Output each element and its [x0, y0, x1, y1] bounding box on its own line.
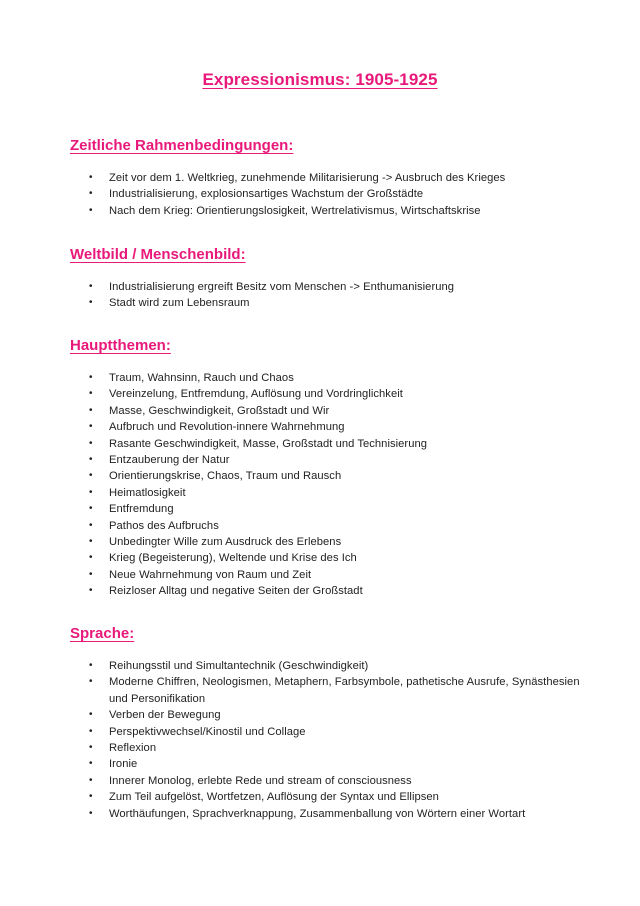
bullet-list — [70, 279, 590, 312]
list-item — [70, 403, 590, 419]
list-item — [70, 806, 590, 822]
bullet-icon: • — [89, 172, 93, 183]
list-item-text: Moderne Chiffren, Neologismen, Metaphern, Farbsymbole, pathetische Ausrufe, Synästhesien und Personifikation — [109, 676, 580, 705]
bullet-icon: • — [89, 791, 93, 803]
list-item — [70, 658, 590, 674]
list-item-text: Heimatlosigkeit — [109, 486, 186, 499]
list-item-text: Reihungsstil und Simultantechnik (Geschwindigkeit) — [109, 660, 369, 672]
page-title: Expressionismus: 1905-1925 — [202, 70, 438, 89]
bullet-icon: • — [89, 519, 93, 531]
list-item — [70, 452, 590, 468]
list-item — [70, 279, 590, 295]
bullet-icon: • — [89, 758, 93, 770]
list-item — [70, 756, 590, 772]
list-item — [70, 724, 590, 740]
list-item — [70, 773, 590, 789]
list-item — [70, 419, 590, 435]
section-weltbild — [70, 246, 590, 312]
list-item — [70, 485, 590, 501]
bullet-list — [70, 370, 590, 600]
bullet-icon: • — [89, 742, 93, 754]
bullet-icon: • — [89, 536, 93, 548]
list-item — [70, 550, 590, 566]
list-item — [70, 501, 590, 517]
bullet-icon: • — [89, 188, 93, 200]
list-item — [70, 567, 590, 583]
list-item-text: Masse, Geschwindigkeit, Großstadt und Wir — [109, 404, 330, 417]
list-item — [70, 534, 590, 550]
section-heading: Weltbild / Menschenbild: — [70, 246, 246, 263]
list-item — [70, 295, 590, 311]
list-item-text: Perspektivwechsel/Kinostil und Collage — [109, 725, 306, 738]
bullet-list — [70, 658, 590, 822]
list-item-text: Zeit vor dem 1. Weltkrieg, zunehmende Militarisierung -> Ausbruch des Krieges — [109, 172, 506, 184]
section-rahmenbedingungen — [70, 137, 590, 219]
bullet-icon: • — [89, 568, 93, 580]
list-item-text: Verben der Bewegung — [109, 709, 221, 722]
list-item-text: Zum Teil aufgelöst, Wortfetzen, Auflösung der Syntax und Ellipsen — [109, 791, 439, 804]
list-item — [70, 583, 590, 599]
section-hauptthemen — [70, 337, 590, 600]
bullet-icon: • — [89, 421, 93, 433]
bullet-icon: • — [89, 725, 93, 737]
list-item-text: Reflexion — [109, 742, 157, 755]
list-item-text: Aufbruch und Revolution-innere Wahrnehmung — [109, 421, 345, 434]
bullet-icon: • — [89, 437, 93, 449]
list-item-text: Ironie — [109, 758, 138, 771]
bullet-icon: • — [89, 454, 93, 466]
list-item — [70, 518, 590, 534]
list-item — [70, 740, 590, 756]
bullet-icon: • — [89, 281, 93, 292]
list-item-text: Innerer Monolog, erlebte Rede und stream of consciousness — [109, 774, 412, 787]
bullet-icon: • — [89, 585, 93, 597]
list-item — [70, 468, 590, 484]
bullet-icon: • — [89, 297, 93, 309]
list-item — [70, 386, 590, 402]
list-item-text: Unbedingter Wille zum Ausdruck des Erlebens — [109, 536, 342, 549]
list-item — [70, 370, 590, 386]
bullet-icon: • — [89, 204, 93, 216]
bullet-icon: • — [89, 676, 93, 688]
list-item-text: Krieg (Begeisterung), Weltende und Krise des Ich — [109, 552, 357, 565]
bullet-icon: • — [89, 807, 93, 819]
bullet-icon: • — [89, 660, 93, 671]
section-heading: Zeitliche Rahmenbedingungen: — [70, 137, 294, 154]
bullet-icon: • — [89, 486, 93, 498]
list-item-text: Entfremdung — [109, 503, 174, 516]
list-item-text: Stadt wird zum Lebensraum — [109, 297, 250, 310]
list-item-text: Pathos des Aufbruchs — [109, 519, 219, 532]
list-item — [70, 674, 590, 707]
list-item-text: Nach dem Krieg: Orientierungslosigkeit, Wertrelativismus, Wirtschaftskrise — [109, 204, 481, 217]
list-item-text: Vereinzelung, Entfremdung, Auflösung und Vordringlichkeit — [109, 388, 403, 401]
bullet-icon: • — [89, 372, 93, 383]
list-item-text: Entzauberung der Natur — [109, 454, 230, 467]
bullet-icon: • — [89, 404, 93, 416]
bullet-icon: • — [89, 774, 93, 786]
list-item — [70, 436, 590, 452]
list-item-text: Worthäufungen, Sprachverknappung, Zusammenballung von Wörtern einer Wortart — [109, 807, 526, 820]
section-sprache — [70, 625, 590, 822]
list-item — [70, 707, 590, 723]
bullet-icon: • — [89, 503, 93, 515]
section-heading: Hauptthemen: — [70, 337, 171, 354]
list-item-text: Neue Wahrnehmung von Raum und Zeit — [109, 568, 312, 581]
bullet-icon: • — [89, 470, 93, 482]
bullet-icon: • — [89, 709, 93, 721]
list-item — [70, 170, 590, 186]
section-heading: Sprache: — [70, 625, 135, 642]
list-item-text: Industrialisierung ergreift Besitz vom Menschen -> Enthumanisierung — [109, 281, 455, 293]
list-item-text: Rasante Geschwindigkeit, Masse, Großstadt und Technisierung — [109, 437, 428, 450]
list-item — [70, 203, 590, 219]
list-item — [70, 186, 590, 202]
list-item-text: Orientierungskrise, Chaos, Traum und Rausch — [109, 470, 342, 483]
list-item-text: Industrialisierung, explosionsartiges Wachstum der Großstädte — [109, 188, 424, 201]
list-item — [70, 789, 590, 805]
bullet-icon: • — [89, 552, 93, 564]
bullet-icon: • — [89, 388, 93, 400]
list-item-text: Traum, Wahnsinn, Rauch und Chaos — [109, 372, 294, 384]
list-item-text: Reizloser Alltag und negative Seiten der Großstadt — [109, 585, 363, 598]
bullet-list — [70, 170, 590, 219]
